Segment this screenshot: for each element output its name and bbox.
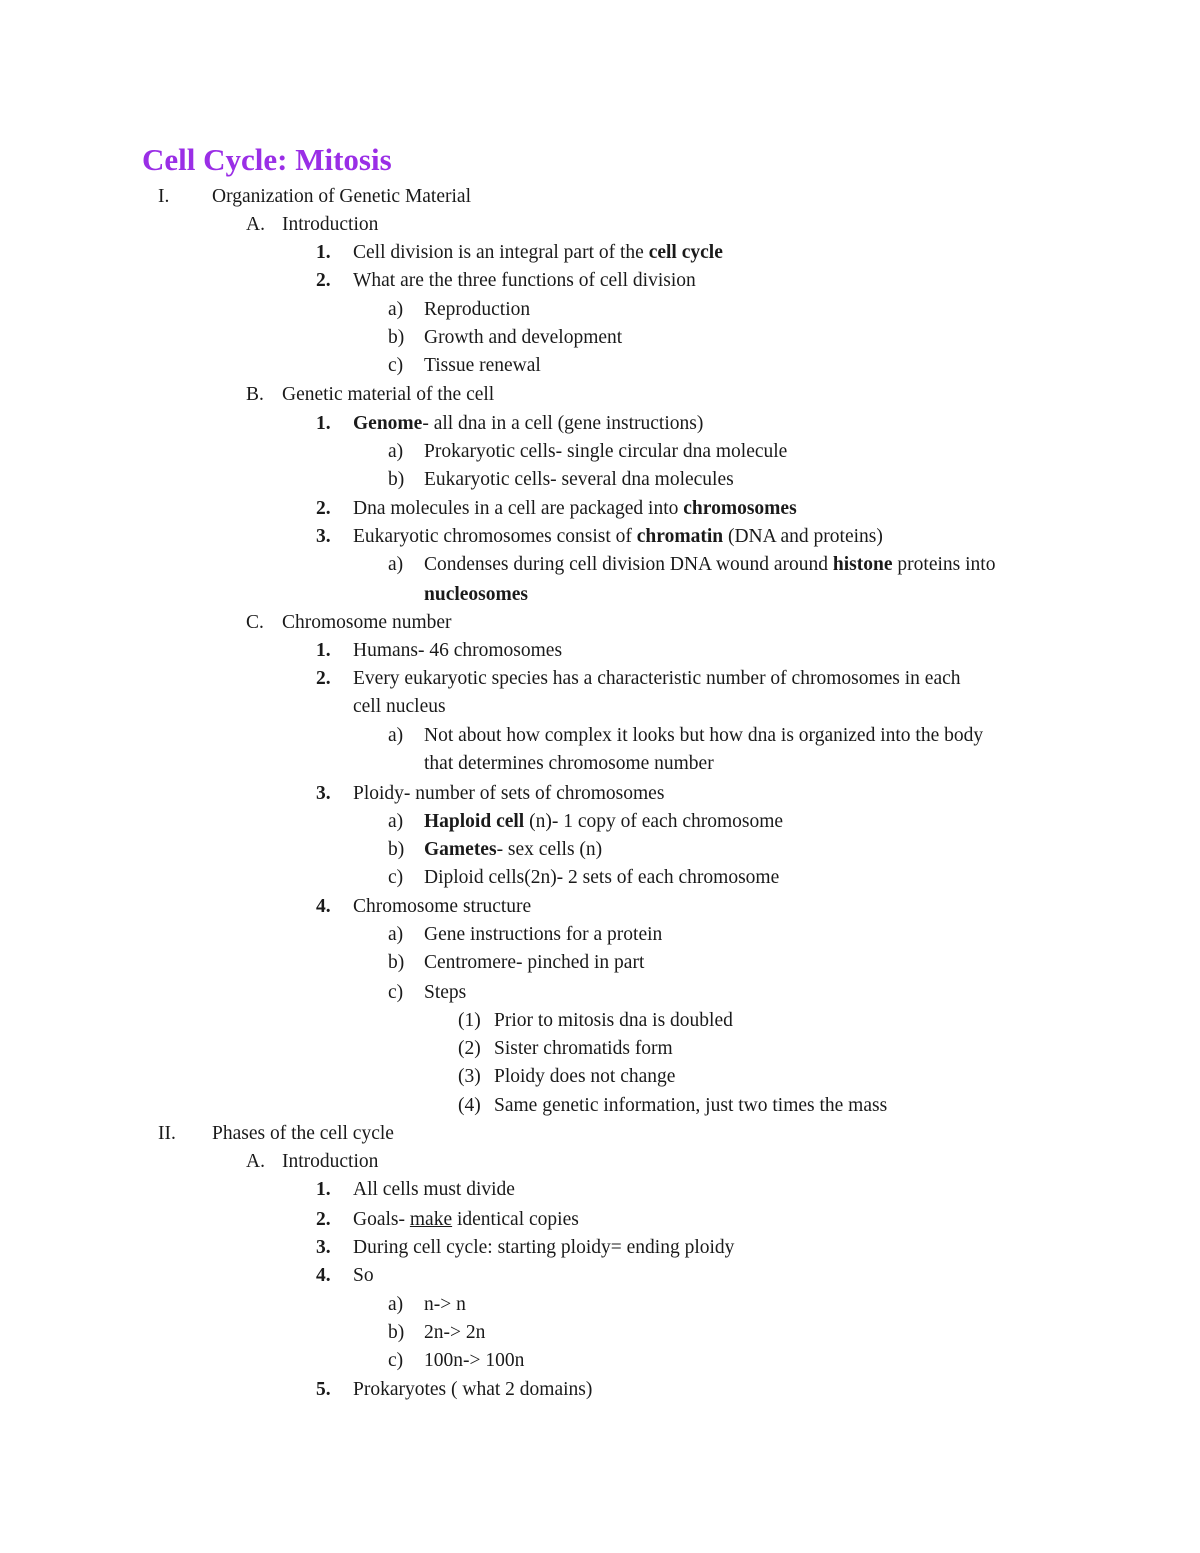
outline-text [353, 1206, 579, 1234]
text-span: Eukaryotic chromosomes consist of [353, 526, 637, 547]
outline-marker: c) [388, 1350, 404, 1371]
text-span: Cell division is an integral part of the [353, 242, 649, 263]
outline-marker: 1. [316, 242, 331, 263]
outline-text [424, 836, 602, 864]
outline-text: During cell cycle: starting ploidy= ending ploidy [353, 1237, 735, 1258]
bold-term: nucleosomes [424, 584, 528, 605]
outline-marker: (2) [458, 1038, 481, 1059]
outline-marker: b) [388, 952, 405, 973]
outline-text: Diploid cells(2n)- 2 sets of each chromosome [424, 867, 780, 888]
outline-marker: a) [388, 299, 404, 320]
text-span: Dna molecules in a cell are packaged into [353, 498, 684, 519]
text-span: (DNA and proteins) [723, 526, 883, 547]
outline-text: Humans- 46 chromosomes [353, 640, 563, 661]
outline-text: Not about how complex it looks but how dna is organized into the body [424, 725, 984, 746]
outline-text [424, 551, 995, 579]
outline-marker: b) [388, 469, 405, 490]
outline-text: So [353, 1265, 374, 1286]
outline-text [353, 239, 723, 267]
outline-text: n-> n [424, 1294, 466, 1315]
outline-text [353, 523, 883, 551]
outline-text: 100n-> 100n [424, 1350, 525, 1371]
outline-text: Phases of the cell cycle [212, 1123, 394, 1144]
outline-text: Prior to mitosis dna is doubled [494, 1010, 733, 1031]
outline-text: Same genetic information, just two times the mass [494, 1095, 888, 1116]
outline-marker: b) [388, 1322, 405, 1343]
outline-marker: 2. [316, 668, 331, 689]
outline-marker: 4. [316, 896, 331, 917]
outline-marker: (1) [458, 1010, 481, 1031]
outline-text: Ploidy does not change [494, 1066, 676, 1087]
outline-text: Prokaryotic cells- single circular dna molecule [424, 441, 788, 462]
outline-marker: 3. [316, 526, 331, 547]
outline-text: Chromosome number [282, 612, 452, 633]
text-span: proteins into [892, 554, 996, 575]
text-span: Goals- [353, 1209, 410, 1230]
bold-term: Genome [353, 413, 423, 434]
outline-text: that determines chromosome number [424, 753, 714, 774]
outline-marker: b) [388, 839, 405, 860]
outline-marker: C. [246, 612, 264, 633]
outline-text: cell nucleus [353, 696, 446, 717]
outline-marker: a) [388, 924, 404, 945]
outline-marker: 2. [316, 498, 331, 519]
outline-marker: a) [388, 811, 404, 832]
outline-marker: c) [388, 355, 404, 376]
outline-marker: c) [388, 867, 404, 888]
outline-text: Ploidy- number of sets of chromosomes [353, 783, 665, 804]
outline-marker: 1. [316, 413, 331, 434]
outline-marker: 3. [316, 1237, 331, 1258]
bold-term: Haploid cell [424, 811, 525, 832]
outline-marker: 5. [316, 1379, 331, 1400]
outline-marker: A. [246, 214, 265, 235]
outline-text: 2n-> 2n [424, 1322, 486, 1343]
outline-marker: 2. [316, 1209, 331, 1230]
outline-text: All cells must divide [353, 1179, 515, 1200]
outline-marker: b) [388, 327, 405, 348]
text-span: identical copies [452, 1209, 579, 1230]
outline-marker: 1. [316, 640, 331, 661]
outline-marker: (3) [458, 1066, 481, 1087]
outline-text: Organization of Genetic Material [212, 186, 471, 207]
outline-text: Sister chromatids form [494, 1038, 673, 1059]
outline-text: Genetic material of the cell [282, 384, 495, 405]
outline-text: Introduction [282, 214, 379, 235]
outline-text: Chromosome structure [353, 896, 532, 917]
bold-term: chromatin [636, 526, 724, 547]
bold-term: chromosomes [683, 498, 797, 519]
underlined-word: make [409, 1209, 453, 1230]
outline-marker: (4) [458, 1095, 481, 1116]
outline-text: Introduction [282, 1151, 379, 1172]
outline-marker: a) [388, 441, 404, 462]
outline-text: Gene instructions for a protein [424, 924, 663, 945]
text-span: Condenses during cell division DNA wound around [424, 554, 833, 575]
bold-term: cell cycle [648, 242, 723, 263]
outline-text [424, 808, 783, 836]
outline-marker: a) [388, 554, 404, 575]
text-span: - all dna in a cell (gene instructions) [422, 413, 704, 434]
outline-marker: 2. [316, 270, 331, 291]
outline-text: Prokaryotes ( what 2 domains) [353, 1379, 593, 1400]
outline-text [424, 581, 528, 609]
outline-marker: 3. [316, 783, 331, 804]
outline-marker: c) [388, 982, 404, 1003]
text-span: - sex cells (n) [496, 839, 603, 860]
outline-marker: II. [158, 1123, 176, 1144]
outline-text: Tissue renewal [424, 355, 541, 376]
text-span: (n)- 1 copy of each chromosome [524, 811, 784, 832]
page-title: Cell Cycle: Mitosis [142, 142, 392, 177]
outline-text: Centromere- pinched in part [424, 952, 645, 973]
outline-marker: 4. [316, 1265, 331, 1286]
outline-text: Eukaryotic cells- several dna molecules [424, 469, 734, 490]
bold-term: Gametes [424, 839, 497, 860]
outline-marker: A. [246, 1151, 265, 1172]
outline-text: Growth and development [424, 327, 623, 348]
bold-term: histone [832, 554, 893, 575]
outline-text: Every eukaryotic species has a characteristic number of chromosomes in each [353, 668, 961, 689]
outline-text: Steps [424, 982, 467, 1003]
outline-text: Reproduction [424, 299, 531, 320]
outline-text [353, 410, 703, 438]
outline-marker: B. [246, 384, 264, 405]
outline-marker: 1. [316, 1179, 331, 1200]
outline-marker: a) [388, 1294, 404, 1315]
outline-text [353, 495, 797, 523]
outline-marker: a) [388, 725, 404, 746]
outline-text: What are the three functions of cell division [353, 270, 696, 291]
outline-marker: I. [158, 186, 170, 207]
